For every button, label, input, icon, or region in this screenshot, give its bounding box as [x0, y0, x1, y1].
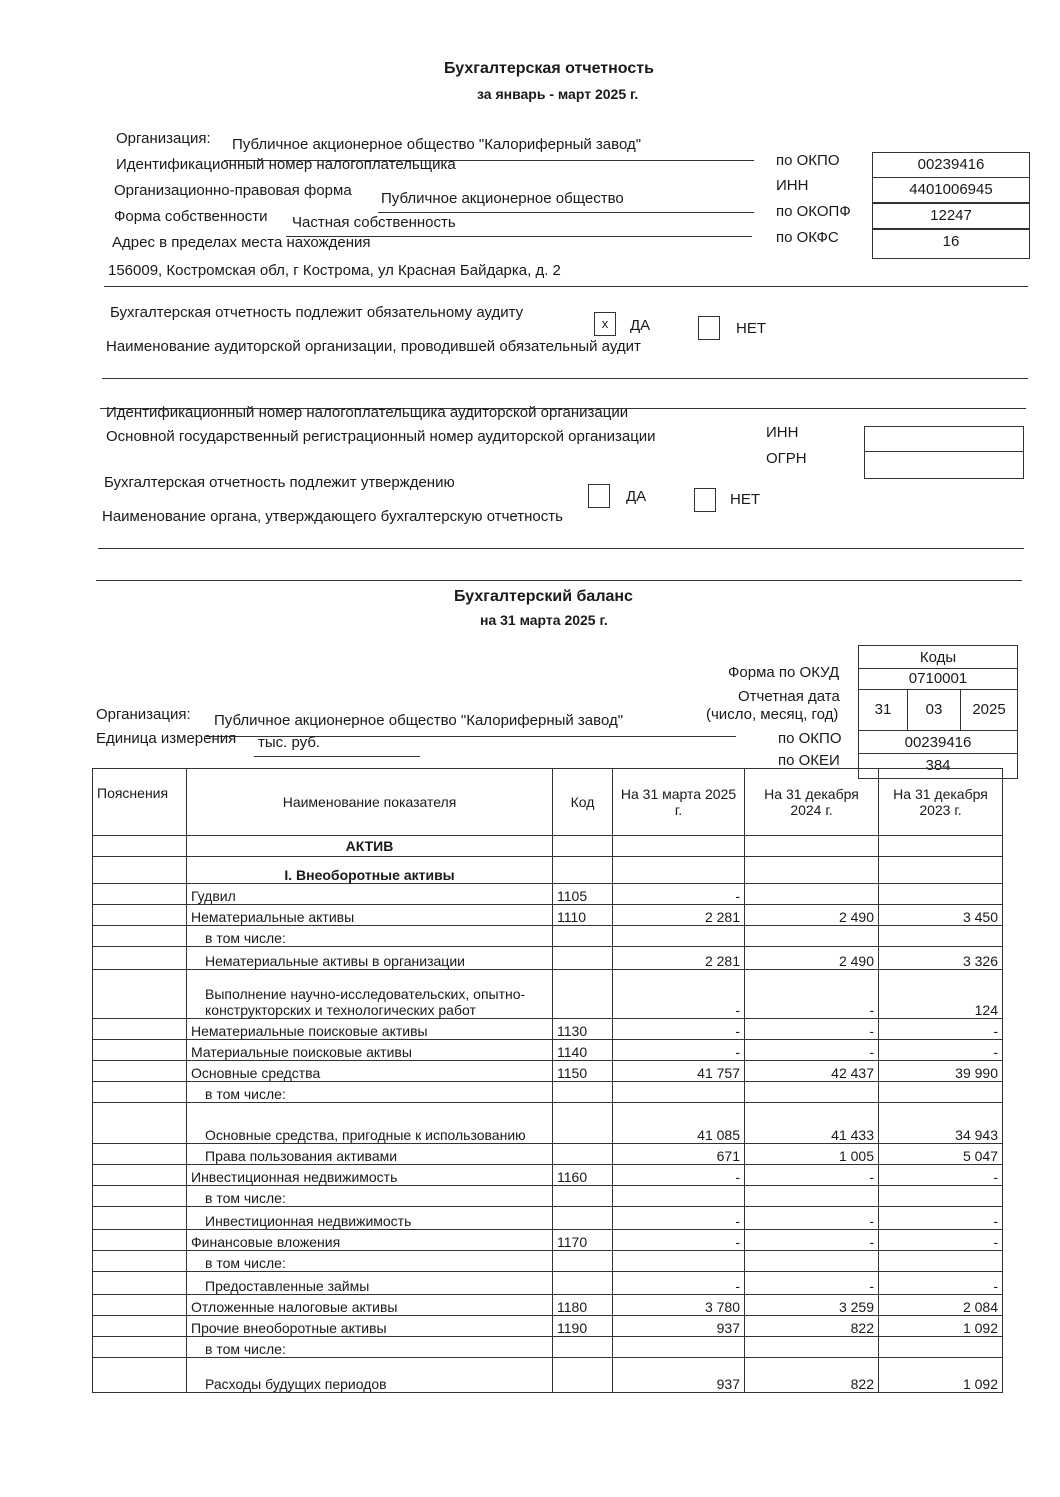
notes-cell [93, 1358, 187, 1393]
row-value-2025-03 [613, 1337, 745, 1358]
table-row [93, 1295, 1003, 1316]
notes-cell [93, 1272, 187, 1295]
balance-okpo-label: по ОКПО [778, 730, 842, 747]
row-code [553, 1144, 613, 1165]
row-value-2024-12: - [745, 1272, 879, 1295]
balance-org-value: Публичное акционерное общество "Калориферный завод" [214, 712, 624, 729]
row-code: 1180 [553, 1295, 613, 1316]
row-code: 1105 [553, 884, 613, 905]
codes-header: Коды [858, 645, 1018, 669]
row-value-2024-12 [745, 1082, 879, 1103]
row-value-2023-12: - [879, 1165, 1003, 1186]
approval-yes-label: ДА [626, 488, 647, 505]
row-code: 1190 [553, 1316, 613, 1337]
notes-cell [93, 1207, 187, 1230]
row-value-2024-12 [745, 1337, 879, 1358]
row-value-2025-03: - [613, 970, 745, 1019]
row-value-2024-12 [745, 1251, 879, 1272]
notes-cell [93, 1186, 187, 1207]
approval-question: Бухгалтерская отчетность подлежит утверждению [104, 474, 455, 491]
notes-cell [93, 970, 187, 1019]
table-row [93, 1186, 1003, 1207]
row-value-2023-12: - [879, 1230, 1003, 1251]
row-code [553, 1251, 613, 1272]
table-row [93, 947, 1003, 970]
row-value-2023-12: 5 047 [879, 1144, 1003, 1165]
table-row [93, 1040, 1003, 1061]
row-value-2024-12 [745, 926, 879, 947]
table-body [93, 884, 1003, 1393]
row-code: 1160 [553, 1165, 613, 1186]
row-value-2025-03: 2 281 [613, 905, 745, 926]
okpo-code-label: по ОКПО [776, 152, 840, 169]
inn-label: Идентификационный номер налогоплательщика [116, 156, 456, 173]
table-header-row [93, 769, 1003, 836]
auditor-name-label: Наименование аудиторской организации, проводившей обязательный аудит [106, 338, 641, 355]
notes-cell [93, 1251, 187, 1272]
row-value-2025-03 [613, 926, 745, 947]
fs-label: Форма собственности [114, 208, 268, 225]
notes-cell [93, 1103, 187, 1144]
row-value-2023-12: - [879, 1207, 1003, 1230]
org-value: Публичное акционерное общество "Калориферный завод" [232, 136, 642, 153]
row-value-2025-03: - [613, 1040, 745, 1061]
row-value-2025-03: 2 281 [613, 947, 745, 970]
row-value-2024-12: - [745, 1040, 879, 1061]
row-code: 1130 [553, 1019, 613, 1040]
notes-cell [93, 1230, 187, 1251]
fs-value: Частная собственность [292, 214, 456, 231]
value-cell [613, 857, 745, 884]
row-code: 1170 [553, 1230, 613, 1251]
row-code [553, 970, 613, 1019]
opf-underline [378, 212, 754, 213]
unit-value: тыс. руб. [258, 734, 321, 751]
notes-cell [93, 1165, 187, 1186]
row-code [553, 1207, 613, 1230]
row-value-2023-12: 3 450 [879, 905, 1003, 926]
row-code [553, 1272, 613, 1295]
auditor-name-underline [102, 378, 1028, 379]
row-value-2023-12: 3 326 [879, 947, 1003, 970]
opf-value: Публичное акционерное общество [381, 190, 624, 207]
header-notes: Пояснения [93, 769, 187, 836]
value-cell [613, 836, 745, 857]
okopf-code-box: 12247 [872, 203, 1030, 229]
row-value-2024-12: - [745, 1165, 879, 1186]
auditor-inn-box[interactable] [864, 426, 1024, 452]
unit-label: Единица измерения [96, 730, 237, 747]
auditor-ogrn-code-label: ОГРН [766, 450, 807, 467]
approval-body-underline [98, 548, 1024, 549]
table-row [93, 1272, 1003, 1295]
report-title: Бухгалтерская отчетность [444, 60, 654, 77]
row-name: Расходы будущих периодов [187, 1358, 553, 1393]
report-date-hint: (число, месяц, год) [706, 706, 839, 723]
notes-cell [93, 1061, 187, 1082]
okpo-code-box: 00239416 [872, 152, 1030, 178]
row-value-2024-12: - [745, 1019, 879, 1040]
section-row [93, 836, 1003, 857]
report-day-box: 31 [858, 689, 908, 731]
row-name: Инвестиционная недвижимость [187, 1165, 553, 1186]
table-row [93, 1061, 1003, 1082]
row-value-2023-12 [879, 1337, 1003, 1358]
section-row [93, 857, 1003, 884]
row-value-2024-12 [745, 1186, 879, 1207]
notes-cell [93, 836, 187, 857]
row-code: 1150 [553, 1061, 613, 1082]
row-name: в том числе: [187, 1186, 553, 1207]
audit-question: Бухгалтерская отчетность подлежит обязательному аудиту [110, 304, 524, 321]
row-name: в том числе: [187, 926, 553, 947]
balance-okpo-box: 00239416 [858, 730, 1018, 754]
row-code: 1140 [553, 1040, 613, 1061]
auditor-inn-code-label: ИНН [766, 424, 799, 441]
table-row [93, 926, 1003, 947]
row-name: Отложенные налоговые активы [187, 1295, 553, 1316]
row-value-2024-12: 822 [745, 1358, 879, 1393]
notes-cell [93, 926, 187, 947]
row-value-2025-03 [613, 1082, 745, 1103]
org-label: Организация: [116, 130, 211, 147]
value-cell [879, 836, 1003, 857]
inn-code-box: 4401006945 [872, 177, 1030, 203]
value-cell [745, 836, 879, 857]
notes-cell [93, 857, 187, 884]
address-value: 156009, Костромская обл, г Кострома, ул Красная Байдарка, д. 2 [108, 262, 561, 279]
row-name: Материальные поисковые активы [187, 1040, 553, 1061]
balance-org-label: Организация: [96, 706, 191, 723]
audit-yes-checkbox[interactable]: x [594, 312, 616, 336]
auditor-ogrn-label: Основной государственный регистрационный номер аудиторской организации [106, 428, 656, 445]
row-value-2023-12: 1 092 [879, 1316, 1003, 1337]
notes-cell [93, 884, 187, 905]
table-row [93, 884, 1003, 905]
row-name: Предоставленные займы [187, 1272, 553, 1295]
row-name: Инвестиционная недвижимость [187, 1207, 553, 1230]
balance-date: на 31 марта 2025 г. [480, 612, 608, 628]
row-value-2024-12: 42 437 [745, 1061, 879, 1082]
address-underline [104, 286, 1028, 287]
section-asset: АКТИВ [187, 836, 553, 857]
audit-no-checkbox[interactable] [698, 316, 720, 340]
row-value-2025-03: - [613, 1207, 745, 1230]
auditor-ogrn-box[interactable] [864, 451, 1024, 479]
table-row [93, 1316, 1003, 1337]
table-row [93, 1337, 1003, 1358]
table-row [93, 1358, 1003, 1393]
notes-cell [93, 1295, 187, 1316]
report-period: за январь - март 2025 г. [477, 86, 639, 102]
approval-body-label: Наименование органа, утверждающего бухгалтерскую отчетность [102, 508, 563, 525]
row-value-2024-12: 2 490 [745, 947, 879, 970]
row-code [553, 1358, 613, 1393]
notes-cell [93, 1040, 187, 1061]
row-name: в том числе: [187, 1251, 553, 1272]
row-value-2023-12: 1 092 [879, 1358, 1003, 1393]
notes-cell [93, 1082, 187, 1103]
row-value-2023-12: - [879, 1040, 1003, 1061]
notes-cell [93, 947, 187, 970]
row-value-2023-12: - [879, 1272, 1003, 1295]
table-row [93, 1144, 1003, 1165]
row-code [553, 947, 613, 970]
approval-yes-checkbox[interactable] [588, 484, 610, 508]
row-value-2025-03 [613, 1251, 745, 1272]
row-value-2025-03: 937 [613, 1316, 745, 1337]
code-cell [553, 857, 613, 884]
row-value-2024-12: 1 005 [745, 1144, 879, 1165]
row-name: Нематериальные активы [187, 905, 553, 926]
row-value-2025-03: 937 [613, 1358, 745, 1393]
row-value-2023-12: 2 084 [879, 1295, 1003, 1316]
approval-no-checkbox[interactable] [694, 488, 716, 512]
auditor-inn-label: Идентификационный номер налогоплательщика аудиторской организации [106, 404, 629, 421]
row-value-2023-12: 124 [879, 970, 1003, 1019]
row-value-2024-12: 2 490 [745, 905, 879, 926]
row-value-2025-03 [613, 1186, 745, 1207]
row-name: в том числе: [187, 1082, 553, 1103]
report-date-label: Отчетная дата [738, 688, 840, 705]
balance-table [92, 768, 1003, 1393]
row-value-2024-12: - [745, 970, 879, 1019]
inn-code-label: ИНН [776, 177, 809, 194]
row-name: Выполнение научно-исследовательских, опытно-конструкторских и технологических работ [187, 970, 553, 1019]
okei-label: по ОКЕИ [778, 752, 840, 769]
header-name: Наименование показателя [187, 769, 553, 836]
notes-cell [93, 1337, 187, 1358]
row-value-2024-12: - [745, 1230, 879, 1251]
opf-label: Организационно-правовая форма [114, 182, 352, 199]
row-code [553, 1186, 613, 1207]
row-name: Нематериальные поисковые активы [187, 1019, 553, 1040]
row-value-2023-12 [879, 1251, 1003, 1272]
table-row [93, 905, 1003, 926]
okfs-code-label: по ОКФС [776, 229, 839, 246]
row-value-2023-12 [879, 1082, 1003, 1103]
row-name: Финансовые вложения [187, 1230, 553, 1251]
table-row [93, 1230, 1003, 1251]
row-name: Права пользования активами [187, 1144, 553, 1165]
row-value-2023-12 [879, 884, 1003, 905]
row-value-2024-12: 3 259 [745, 1295, 879, 1316]
notes-cell [93, 1316, 187, 1337]
row-code [553, 1082, 613, 1103]
address-label: Адрес в пределах места нахождения [112, 234, 371, 251]
row-value-2023-12: 34 943 [879, 1103, 1003, 1144]
value-cell [879, 857, 1003, 884]
row-value-2024-12 [745, 884, 879, 905]
row-value-2025-03: 41 757 [613, 1061, 745, 1082]
row-value-2023-12 [879, 926, 1003, 947]
unit-underline [254, 756, 420, 757]
table-row [93, 1165, 1003, 1186]
row-name: в том числе: [187, 1337, 553, 1358]
notes-cell [93, 905, 187, 926]
table-row [93, 1251, 1003, 1272]
approval-body-underline-2 [96, 580, 1022, 581]
row-value-2025-03: - [613, 1272, 745, 1295]
table-row [93, 970, 1003, 1019]
row-name: Гудвил [187, 884, 553, 905]
row-name: Прочие внеоборотные активы [187, 1316, 553, 1337]
row-name: Основные средства, пригодные к использованию [187, 1103, 553, 1144]
row-value-2023-12: 39 990 [879, 1061, 1003, 1082]
section-noncurrent: I. Внеоборотные активы [187, 857, 553, 884]
row-value-2025-03: - [613, 1165, 745, 1186]
row-name: Основные средства [187, 1061, 553, 1082]
row-code [553, 1103, 613, 1144]
row-value-2025-03: - [613, 1230, 745, 1251]
notes-cell [93, 1019, 187, 1040]
balance-title: Бухгалтерский баланс [454, 588, 633, 605]
table-row [93, 1019, 1003, 1040]
header-col1: На 31 марта 2025 г. [613, 769, 745, 836]
notes-cell [93, 1144, 187, 1165]
header-col3: На 31 декабря 2023 г. [879, 769, 1003, 836]
table-row [93, 1103, 1003, 1144]
row-code [553, 1337, 613, 1358]
row-name: Нематериальные активы в организации [187, 947, 553, 970]
report-month-box: 03 [907, 689, 961, 731]
row-value-2025-03: 3 780 [613, 1295, 745, 1316]
row-value-2025-03: - [613, 884, 745, 905]
row-value-2025-03: - [613, 1019, 745, 1040]
header-code: Код [553, 769, 613, 836]
header-col2: На 31 декабря 2024 г. [745, 769, 879, 836]
row-value-2025-03: 41 085 [613, 1103, 745, 1144]
approval-no-label: НЕТ [730, 491, 760, 508]
row-value-2023-12 [879, 1186, 1003, 1207]
okud-label: Форма по ОКУД [728, 664, 840, 681]
okei-box: 384 [858, 753, 1018, 779]
table-row [93, 1207, 1003, 1230]
value-cell [745, 857, 879, 884]
okopf-code-label: по ОКОПФ [776, 203, 851, 220]
row-value-2024-12: 41 433 [745, 1103, 879, 1144]
okfs-code-box: 16 [872, 229, 1030, 259]
audit-no-label: НЕТ [736, 320, 766, 337]
row-value-2024-12: - [745, 1207, 879, 1230]
row-code [553, 926, 613, 947]
row-value-2024-12: 822 [745, 1316, 879, 1337]
row-code: 1110 [553, 905, 613, 926]
audit-yes-label: ДА [630, 317, 651, 334]
report-year-box: 2025 [960, 689, 1018, 731]
row-value-2025-03: 671 [613, 1144, 745, 1165]
code-cell [553, 836, 613, 857]
table-row [93, 1082, 1003, 1103]
okud-box: 0710001 [858, 668, 1018, 690]
row-value-2023-12: - [879, 1019, 1003, 1040]
